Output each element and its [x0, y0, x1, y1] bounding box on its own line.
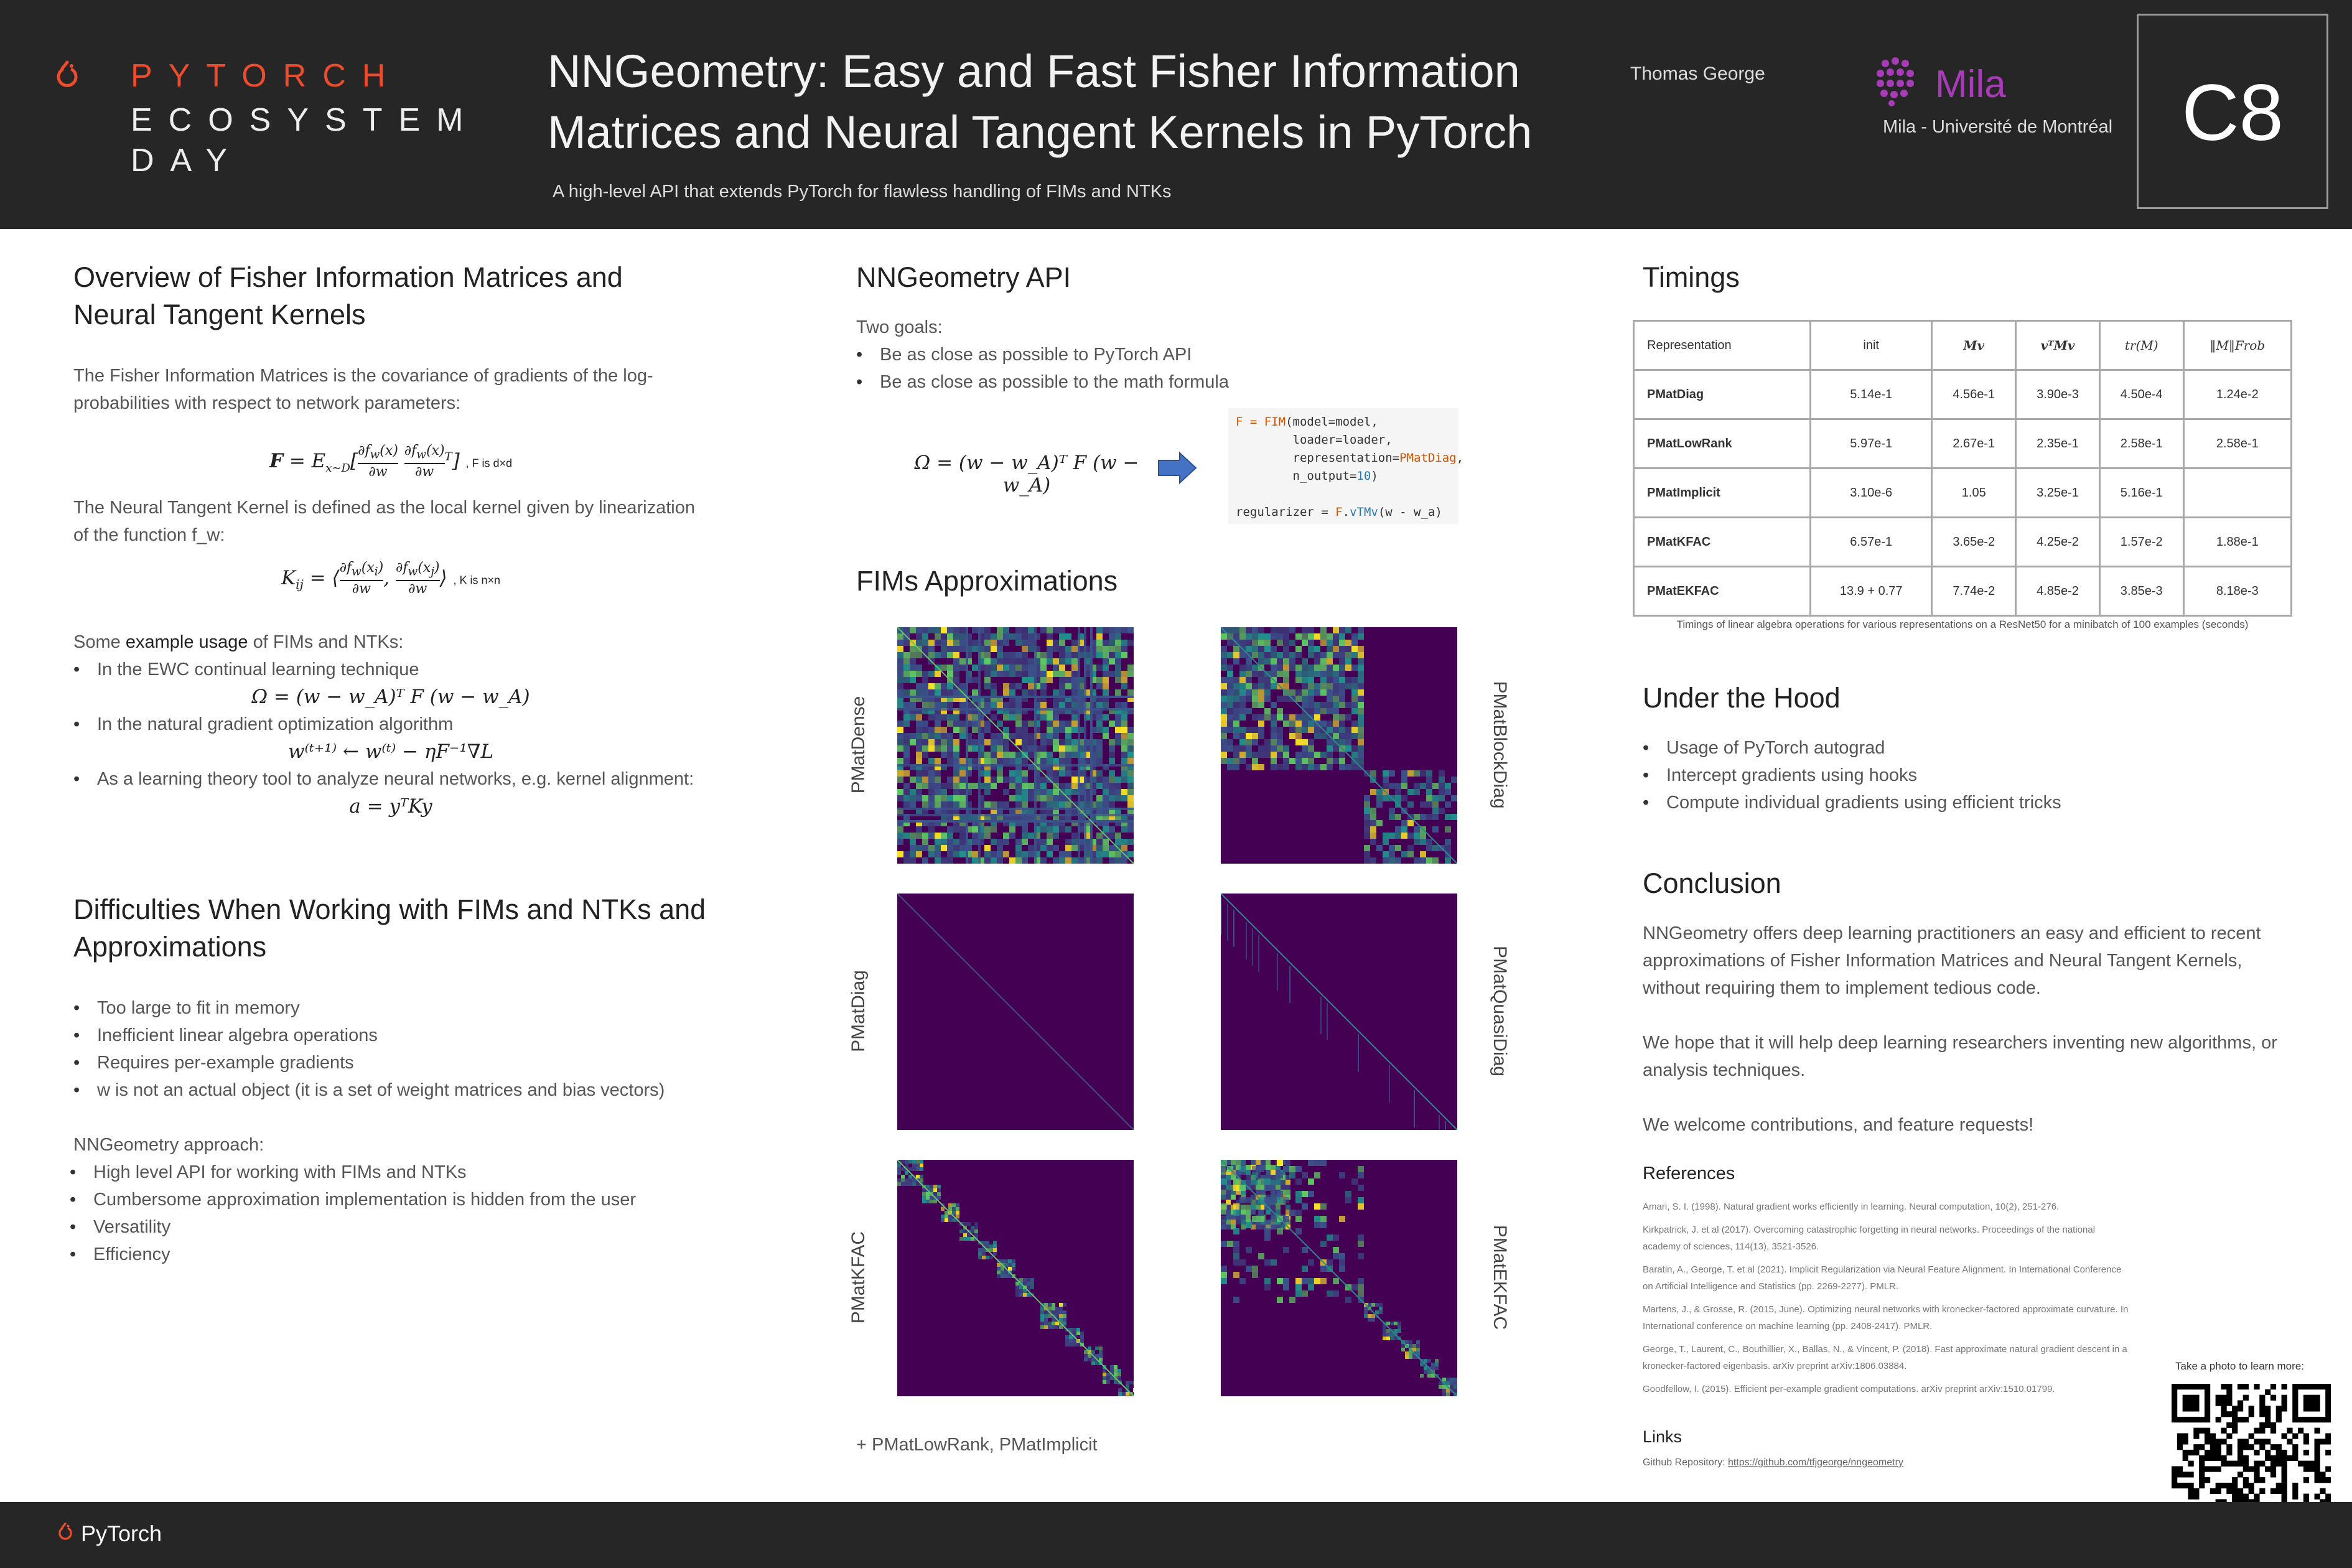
table-cell: 13.9 + 0.77	[1811, 567, 1932, 616]
approach-item: • Cumbersome approximation implementation is hidden from the user	[93, 1186, 729, 1213]
table-cell	[2183, 469, 2291, 518]
api-heading: NNGeometry API	[856, 261, 1071, 293]
poster-code-box	[2137, 14, 2328, 209]
qr-caption: Take a photo to learn more:	[2175, 1360, 2304, 1372]
mat-ekfac-heatmap	[1221, 1160, 1457, 1396]
logo-line-2: ECOSYSTEM	[131, 102, 480, 138]
overview-ntk-text: The Neural Tangent Kernel is defined as the local kernel given by linearization of the function f_w:	[73, 498, 695, 545]
table-cell: 4.25e-2	[2016, 518, 2100, 567]
table-cell: 1.57e-2	[2099, 518, 2183, 567]
ewc-equation: Ω = (w − w_A)ᵀ F (w − w_A)	[251, 686, 530, 708]
difficulties-heading: Difficulties When Working with FIMs and NTKs and Approximations	[73, 894, 706, 963]
usage-item-text: In the EWC continual learning technique	[97, 660, 419, 679]
table-cell: 5.14e-1	[1811, 370, 1932, 419]
mila-wordmark: Mila	[1935, 63, 2006, 106]
alignment-equation: a = yᵀKy	[349, 795, 432, 818]
pytorch-flame-icon	[55, 60, 80, 95]
links-line	[1643, 1457, 1903, 1468]
table-cell: 4.56e-1	[1932, 370, 2016, 419]
code-token: (model=model,	[1286, 415, 1378, 429]
approach-title: NNGeometry approach:	[73, 1135, 264, 1155]
reference-item: Amari, S. I. (1998). Natural gradient works efficiently in learning. Neural computation, 10(2), 251-276.	[1643, 1202, 2060, 1212]
code-token: n_output=	[1236, 469, 1357, 483]
label-pmatekfac: PMatEKFAC	[1490, 1225, 1510, 1330]
github-link[interactable]: https://github.com/tfjgeorge/nngeometry	[1727, 1457, 1903, 1468]
table-cell: 1.05	[1932, 469, 2016, 518]
table-row	[1634, 370, 2292, 419]
footer-bar	[0, 1502, 2352, 1568]
code-token: vTMv	[1350, 505, 1378, 519]
mila-affiliation: Mila - Université de Montréal	[1883, 117, 2113, 137]
code-token: (w - w_a)	[1378, 505, 1442, 519]
code-token: ,	[1456, 451, 1464, 465]
approach-item: • High level API for working with FIMs and NTKs	[93, 1159, 729, 1186]
table-cell: 2.58e-1	[2099, 419, 2183, 469]
label-pmatblockdiag: PMatBlockDiag	[1490, 681, 1510, 809]
table-header-cell: Mv	[1932, 321, 2016, 370]
table-row	[1634, 469, 2292, 518]
footer-brand: PyTorch	[81, 1521, 162, 1546]
code-line-3	[1236, 449, 1464, 467]
references-list	[1643, 1198, 2134, 1404]
table-header-cell: tr(M)	[2099, 321, 2183, 370]
table-cell: 5.16e-1	[2099, 469, 2183, 518]
table-cell: PMatDiag	[1634, 370, 1811, 419]
links-label: Github Repository:	[1643, 1457, 1728, 1468]
matrix-pmatekfac	[1221, 1160, 1457, 1396]
matrix-pmatquasidiag	[1221, 894, 1457, 1130]
fim-equation-note: , F is d×d	[465, 457, 513, 470]
mat-kfac-heatmap	[897, 1160, 1134, 1396]
label-pmatdiag: PMatDiag	[848, 970, 869, 1052]
ntk-equation: $K_{ij}$ = ⟨ $\frac{\partial f_w(x_i)}{\partial w}$ , $\frac{\partial f_w(x_j)}{\partial w}$ ⟩ , K is n×n	[281, 560, 500, 597]
poster-code: C8	[2182, 68, 2284, 157]
table-cell: 1.24e-2	[2183, 370, 2291, 419]
matrix-pmatdense	[897, 627, 1134, 864]
code-token: FIM	[1264, 415, 1286, 429]
usage-post: of FIMs and NTKs:	[248, 632, 404, 652]
fims-footnote: + PMatLowRank, PMatImplicit	[856, 1435, 1098, 1455]
table-cell: 8.18e-3	[2183, 567, 2291, 616]
overview-heading: Overview of Fisher Information Matrices and Neural Tangent Kernels	[73, 261, 623, 330]
fims-heading: FIMs Approximations	[856, 565, 1118, 597]
usage-item-natural-gradient	[97, 711, 708, 738]
code-line-blank	[1236, 485, 1451, 503]
code-line-1	[1236, 413, 1451, 431]
timings-table	[1633, 320, 2292, 617]
table-cell: 4.85e-2	[2016, 567, 2100, 616]
reference-item: Kirkpatrick, J. et al (2017). Overcoming catastrophic forgetting in neural networks. Proceedings of the national academy of sciences, 114(13), 3521-3526.	[1643, 1225, 2096, 1252]
code-token: F	[1335, 505, 1343, 519]
api-goal-item: • Be as close as possible to PyTorch API	[880, 341, 1416, 368]
mat-blockdiag-heatmap	[1221, 627, 1457, 864]
table-cell: 3.10e-6	[1811, 469, 1932, 518]
conclusion-p2: We hope that it will help deep learning researchers inventing new algorithms, or analysis techniques.	[1643, 1033, 2277, 1080]
author-name: Thomas George	[1630, 63, 1765, 84]
table-header-cell: Representation	[1634, 321, 1811, 370]
usage-item-text: In the natural gradient optimization algorithm	[97, 714, 454, 734]
table-cell: 2.35e-1	[2016, 419, 2100, 469]
table-cell: 2.58e-1	[2183, 419, 2291, 469]
api-code-block	[1228, 408, 1464, 524]
approach-list	[70, 1159, 729, 1268]
label-pmatdense: PMatDense	[848, 696, 869, 794]
usage-item-ewc	[97, 656, 708, 683]
usage-list	[73, 656, 708, 820]
table-cell: 2.67e-1	[1932, 419, 2016, 469]
code-token: .	[1342, 505, 1350, 519]
difficulty-item: • w is not an actual object (it is a set of weight matrices and bias vectors)	[97, 1076, 733, 1104]
usage-pre: Some	[73, 632, 126, 652]
reference-item: George, T., Laurent, C., Bouthillier, X., Ballas, N., & Vincent, P. (2018). Fast approximate natural gradient descent in a kronecker-factored eigenbasis. arXiv preprint arXiv:1806.03884.	[1643, 1344, 2127, 1371]
ntk-equation-note: , K is n×n	[453, 574, 500, 587]
table-cell: 5.97e-1	[1811, 419, 1932, 469]
table-cell: 3.65e-2	[1932, 518, 2016, 567]
right-arrow-icon	[1157, 450, 1198, 488]
table-cell: 7.74e-2	[1932, 567, 2016, 616]
fim-equation: $F = E_{x\sim D}$[ $\frac{\partial f_w(x)}{\partial w}$ $\frac{\partial f_w(x)}{\partial w}$ $^T$] , F is d×d	[269, 443, 513, 480]
usage-item-text: As a learning theory tool to analyze neural networks, e.g. kernel alignment:	[97, 769, 694, 789]
overview-fim-text: The Fisher Information Matrices is the covariance of gradients of the log-probabilities with respect to network parameters:	[73, 366, 653, 413]
hood-item: • Compute individual gradients using efficient tricks	[1666, 789, 2265, 816]
table-header-row	[1634, 321, 2292, 370]
table-row	[1634, 567, 2292, 616]
code-line-2: loader=loader,	[1236, 433, 1393, 447]
timings-heading: Timings	[1643, 261, 1740, 293]
footer-pytorch-icon	[57, 1522, 73, 1546]
code-line-6	[1236, 503, 1451, 521]
code-token: representation=	[1236, 451, 1400, 465]
table-cell: 1.88e-1	[2183, 518, 2291, 567]
reference-item: Goodfellow, I. (2015). Efficient per-example gradient computations. arXiv preprint arXiv:1510.01799.	[1643, 1384, 2055, 1394]
hood-heading: Under the Hood	[1643, 682, 1841, 714]
approach-item: • Efficiency	[93, 1241, 729, 1268]
code-token: )	[1371, 469, 1378, 483]
approach-item: • Versatility	[93, 1213, 729, 1241]
table-cell: 3.85e-3	[2099, 567, 2183, 616]
table-cell: PMatImplicit	[1634, 469, 1811, 518]
table-cell: 4.50e-4	[2099, 370, 2183, 419]
label-pmatkfac: PMatKFAC	[848, 1231, 869, 1324]
timings-caption: Timings of linear algebra operations for various representations on a ResNet50 for a minibatch of 100 examples (seconds)	[1676, 618, 2249, 630]
reference-item: Baratin, A., George, T. et al (2021). Implicit Regularization via Neural Feature Alignment. In International Conference on Artificial Intelligence and Statistics (pp. 2269-2277). PMLR.	[1643, 1264, 2122, 1292]
code-token: 10	[1356, 469, 1371, 483]
code-token: regularizer =	[1236, 505, 1336, 519]
hood-item: • Usage of PyTorch autograd	[1666, 734, 2265, 762]
table-cell: PMatKFAC	[1634, 518, 1811, 567]
api-goal-item: • Be as close as possible to the math formula	[880, 368, 1416, 396]
mat-dense-heatmap	[897, 627, 1134, 864]
difficulty-item: • Requires per-example gradients	[97, 1049, 733, 1076]
links-heading: Links	[1643, 1427, 1682, 1446]
references-heading: References	[1643, 1164, 1735, 1183]
table-cell: PMatEKFAC	[1634, 567, 1811, 616]
table-row	[1634, 419, 2292, 469]
matrix-pmatblockdiag	[1221, 627, 1457, 864]
conclusion-p1: NNGeometry offers deep learning practitioners an easy and efficient to recent approximations of Fisher Information Matrices and Neural Tangent Kernels, without requiring them to implement tedious code.	[1643, 923, 2261, 998]
hood-list	[1643, 734, 2265, 816]
difficulty-item: • Inefficient linear algebra operations	[97, 1022, 733, 1049]
api-goals-list	[856, 341, 1416, 396]
table-header-cell: init	[1811, 321, 1932, 370]
mat-quasidiag-heatmap	[1221, 894, 1457, 1130]
conclusion-p3: We welcome contributions, and feature requests!	[1643, 1115, 2034, 1135]
matrix-pmatkfac	[897, 1160, 1134, 1396]
logo-line-3: DAY	[131, 142, 244, 179]
table-cell: PMatLowRank	[1634, 419, 1811, 469]
logo-line-1: PYTORCH	[131, 58, 402, 94]
table-row	[1634, 518, 2292, 567]
mila-logo-icon	[1873, 55, 1933, 114]
label-pmatquasidiag: PMatQuasiDiag	[1490, 945, 1510, 1077]
api-formula: Ω = (w − w_A)ᵀ F (w − w_A)	[914, 452, 1139, 497]
poster-title: NNGeometry: Easy and Fast Fisher Information Matrices and Neural Tangent Kernels in PyTorch	[548, 45, 1533, 158]
conclusion-heading: Conclusion	[1643, 867, 1781, 899]
usage-item-kernel-alignment	[97, 765, 708, 793]
table-cell: 3.25e-1	[2016, 469, 2100, 518]
code-token: PMatDiag	[1399, 451, 1457, 465]
usage-intro	[73, 628, 708, 656]
matrix-pmatdiag	[897, 894, 1134, 1130]
table-cell: 3.90e-3	[2016, 370, 2100, 419]
natural-gradient-equation: w⁽ᵗ⁺¹⁾ ← w⁽ᵗ⁾ − ηF⁻¹∇L	[287, 740, 494, 763]
table-header-cell: ‖M‖Frob	[2183, 321, 2291, 370]
code-line-4	[1236, 467, 1451, 485]
difficulty-item: • Too large to fit in memory	[97, 994, 733, 1022]
table-cell: 6.57e-1	[1811, 518, 1932, 567]
mat-diag-heatmap	[897, 894, 1134, 1130]
usage-bold: example usage	[125, 632, 248, 652]
difficulties-list	[73, 994, 733, 1104]
reference-item: Martens, J., & Grosse, R. (2015, June). Optimizing neural networks with kronecker-factored approximate curvature. In International conference on machine learning (pp. 2408-2417). PMLR.	[1643, 1304, 2129, 1332]
code-token: F =	[1236, 415, 1264, 429]
api-goals-title: Two goals:	[856, 317, 943, 337]
hood-item: • Intercept gradients using hooks	[1666, 762, 2265, 789]
table-header-cell: vᵀMv	[2016, 321, 2100, 370]
poster-subtitle: A high-level API that extends PyTorch for flawless handling of FIMs and NTKs	[553, 182, 1172, 202]
